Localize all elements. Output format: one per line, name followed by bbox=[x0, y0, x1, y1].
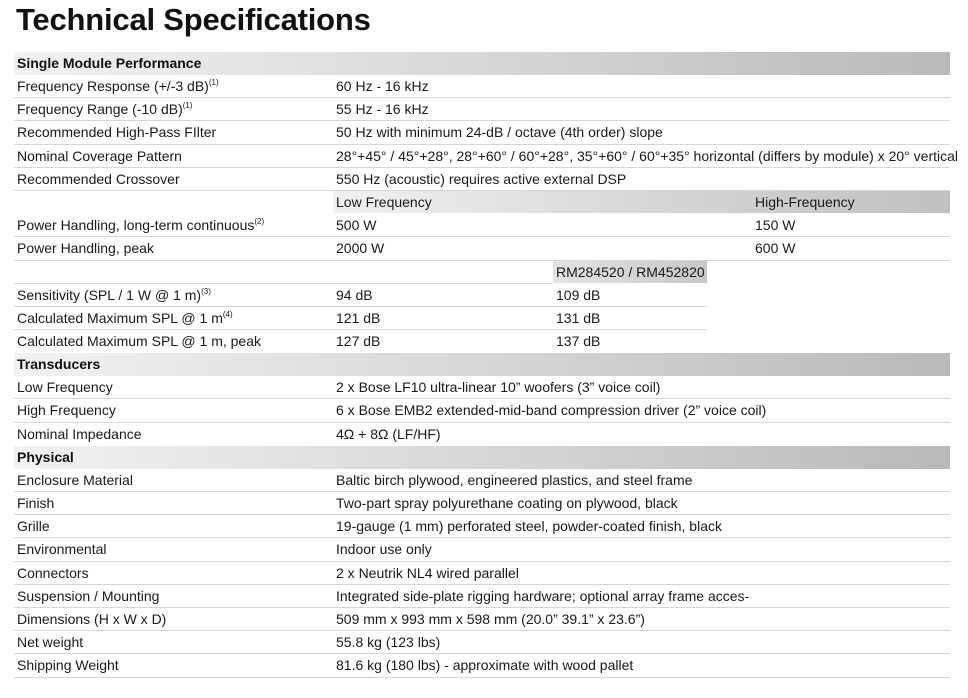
table-row bbox=[14, 399, 950, 422]
table-row bbox=[14, 538, 950, 561]
row-value: 81.6 kg (180 lbs) - approximate with wood pallet bbox=[336, 657, 634, 674]
row-label: Low Frequency bbox=[17, 379, 113, 396]
section-heading-transducers: Transducers bbox=[14, 353, 950, 376]
row-label: Grille bbox=[17, 518, 50, 535]
table-row bbox=[14, 631, 950, 654]
row-value-high: 600 W bbox=[755, 240, 796, 257]
row-value: Indoor use only bbox=[336, 541, 432, 558]
table-row bbox=[14, 98, 950, 121]
row-value: Baltic birch plywood, engineered plastics, and steel frame bbox=[336, 471, 693, 488]
row-value: 55.8 kg (123 lbs) bbox=[336, 634, 441, 651]
row-label: Dimensions (H x W x D) bbox=[17, 610, 167, 627]
row-label: Calculated Maximum SPL @ 1 m, peak bbox=[17, 333, 262, 350]
row-label: Power Handling, peak bbox=[17, 240, 154, 257]
row-label: Sensitivity (SPL / 1 W @ 1 m)$^{(3)}$ bbox=[17, 286, 211, 303]
page-title: Technical Specifications bbox=[16, 2, 371, 37]
row-value-model: 131 dB bbox=[556, 309, 601, 326]
row-label: Power Handling, long-term continuous$^{(2)}$ bbox=[17, 217, 265, 234]
row-label: Finish bbox=[17, 495, 55, 511]
row-value: Integrated side-plate rigging hardware; optional array frame acces- bbox=[336, 587, 750, 604]
row-value: 19-gauge (1 mm) perforated steel, powder-coated finish, black bbox=[336, 518, 722, 535]
table-row bbox=[14, 214, 950, 237]
spec-table bbox=[14, 52, 959, 678]
row-value-model: 137 dB bbox=[556, 333, 601, 350]
footnote-mark: (4) bbox=[222, 309, 233, 319]
row-value: 2 x Neutrik NL4 wired parallel bbox=[336, 564, 519, 581]
table-row bbox=[14, 515, 950, 538]
section-heading-single-module: Single Module Performance bbox=[14, 52, 950, 75]
table-row bbox=[14, 469, 950, 492]
row-value-low: 94 dB bbox=[336, 286, 373, 303]
row-label: Shipping Weight bbox=[17, 657, 119, 674]
row-value: 28°+45° / 45°+28°, 28°+60° / 60°+28°, 35°+60° / 60°+35° horizontal (differs by module) x 20° vertical bbox=[336, 147, 959, 164]
table-row bbox=[14, 168, 950, 191]
table-row bbox=[14, 284, 950, 307]
row-value: 6 x Bose EMB2 extended-mid-band compression driver (2” voice coil) bbox=[336, 402, 767, 419]
table-row bbox=[14, 376, 950, 399]
table-row bbox=[14, 608, 950, 631]
low-frequency-header: Low Frequency bbox=[336, 193, 432, 210]
high-frequency-header: High-Frequency bbox=[755, 193, 855, 210]
row-value-low: 121 dB bbox=[336, 309, 381, 326]
power-subheader-row bbox=[14, 191, 950, 214]
row-value: 550 Hz (acoustic) requires active external DSP bbox=[336, 170, 627, 187]
row-label: Nominal Coverage Pattern bbox=[17, 147, 182, 164]
table-row bbox=[14, 654, 950, 677]
table-row bbox=[14, 330, 950, 353]
row-value: 509 mm x 993 mm x 598 mm (20.0” 39.1” x 23.6”) bbox=[336, 610, 645, 627]
table-row bbox=[14, 492, 950, 515]
row-value-high: 150 W bbox=[755, 217, 796, 234]
row-value-low: 127 dB bbox=[336, 333, 381, 350]
section-heading-physical: Physical bbox=[14, 446, 950, 469]
row-value: 2 x Bose LF10 ultra-linear 10” woofers (3” voice coil) bbox=[336, 379, 661, 396]
row-label: Net weight bbox=[17, 634, 84, 651]
table-row bbox=[14, 562, 950, 585]
table-row bbox=[14, 237, 950, 260]
row-label: Recommended High-Pass FIlter bbox=[17, 124, 217, 141]
row-label: Frequency Range (-10 dB)$^{(1)}$ bbox=[17, 101, 193, 118]
row-value: 60 Hz - 16 kHz bbox=[336, 78, 429, 94]
row-label: Suspension / Mounting bbox=[17, 587, 160, 604]
table-row bbox=[14, 585, 950, 608]
footnote-mark: (1) bbox=[208, 78, 219, 87]
table-row bbox=[14, 423, 950, 446]
row-label: Enclosure Material bbox=[17, 471, 133, 488]
row-value-low: 500 W bbox=[336, 217, 377, 234]
row-value: 55 Hz - 16 kHz bbox=[336, 101, 429, 118]
footnote-mark: (3) bbox=[201, 286, 211, 296]
row-label: Calculated Maximum SPL @ 1 $m^{(4)}$ bbox=[17, 309, 233, 326]
table-row bbox=[14, 145, 959, 168]
table-row bbox=[14, 121, 950, 144]
row-value-model: 109 dB bbox=[556, 286, 601, 303]
row-label: Recommended Crossover bbox=[17, 170, 180, 187]
row-value-low: 2000 W bbox=[336, 240, 385, 257]
row-value: Two-part spray polyurethane coating on plywood, black bbox=[336, 495, 678, 511]
footnote-mark: (2) bbox=[254, 217, 265, 227]
model-subheader-row bbox=[14, 261, 950, 284]
row-label: Environmental bbox=[17, 541, 107, 558]
row-label: Nominal Impedance bbox=[17, 425, 142, 442]
row-label: High Frequency bbox=[17, 402, 116, 419]
row-label: Frequency Response (+/-3 dB)$^{(1)}$ bbox=[17, 78, 219, 94]
table-row bbox=[14, 75, 950, 98]
model-header: RM284520 / RM452820 bbox=[556, 263, 705, 280]
footnote-mark: (1) bbox=[182, 101, 193, 111]
row-value: 50 Hz with minimum 24-dB / octave (4th order) slope bbox=[336, 124, 663, 141]
row-label: Connectors bbox=[17, 564, 89, 581]
row-value: 4Ω + 8Ω (LF/HF) bbox=[336, 425, 441, 442]
table-row bbox=[14, 307, 950, 330]
